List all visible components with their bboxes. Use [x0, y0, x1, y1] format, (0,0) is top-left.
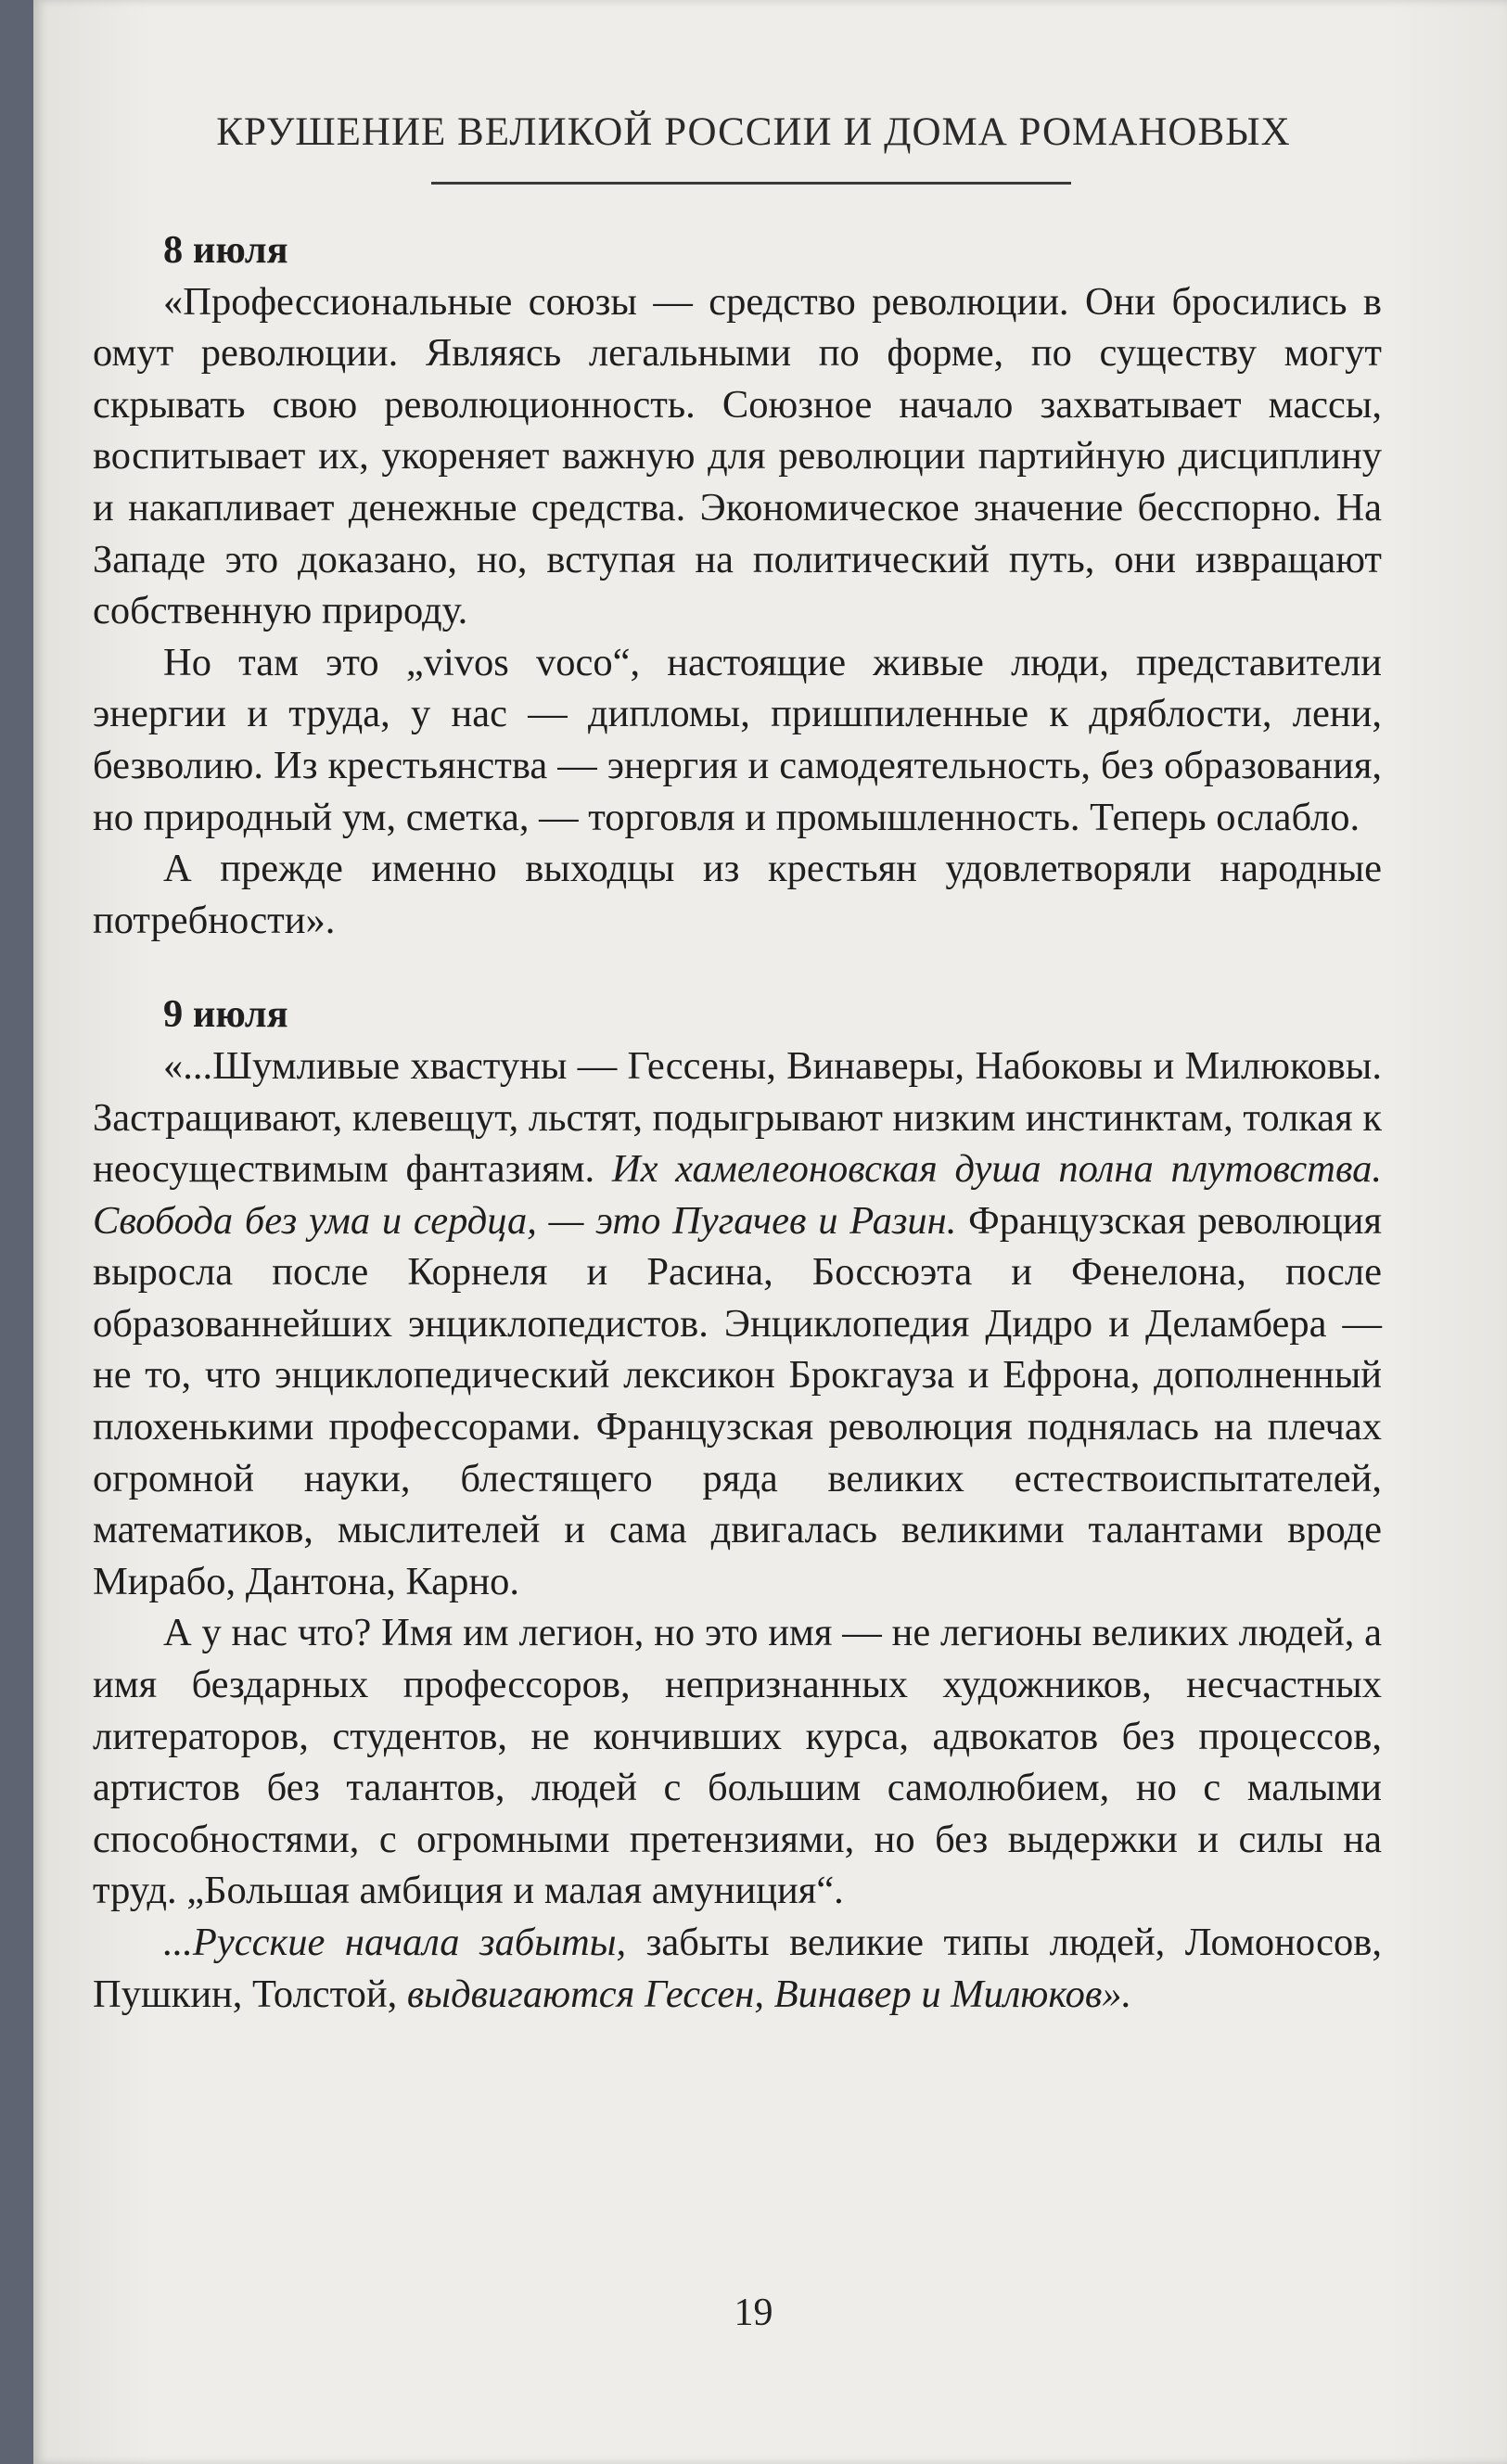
running-header: КРУШЕНИЕ ВЕЛИКОЙ РОССИИ И ДОМА РОМАНОВЫХ — [216, 110, 1291, 154]
italic-text-run: ...Русские начала забыты, — [163, 1921, 627, 1964]
header-rule — [431, 182, 1071, 185]
italic-text-run: выдвигаются Гессен, Винавер и Милюков». — [406, 1972, 1132, 2016]
page-body — [93, 219, 1382, 2020]
page-number: 19 — [734, 2292, 773, 2334]
paragraph — [93, 1917, 1382, 2020]
paragraph: А прежде именно выходцы из крестьян удовлетворяли народные потребности». — [93, 847, 1382, 942]
paragraph: Но там это „vivos voco“, настоящие живые люди, представители энергии и труда, у нас — дипломы, пришпиленные к дряблости, лени, безволию. Из крестьянства — энергия и самодеятельность, без образования, но природный ум, сметка, — торговля и промышленность. Теперь ослабло. — [93, 640, 1382, 839]
paragraph: А у нас что? Имя им легион, но это имя — не легионы великих людей, а имя бездарных профессоров, непризнанных художников, несчастных литераторов, студентов, не кончивших курса, адвокатов без процессов, артистов без талантов, людей с большим самолюбием, но с малыми способностями, с огромными претензиями, но без выдержки и силы на труд. „Большая амбиция и малая амуниция“. — [93, 1611, 1382, 1913]
text-run: забыты великие типы людей, Ломоносов, Пушкин, Толстой, — [93, 1921, 1382, 2016]
paragraph: «Профессиональные союзы — средство революции. Они бросились в омут революции. Являясь легальными по форме, по существу могут скрывать свою революционность. Союзное начало захватывает массы, воспитывает их, укореняет важную для революции партийную дисциплину и накапливает денежные средства. Экономическое значение бесспорно. На Западе это доказано, но, вступая на политический путь, они извращают собственную природу. — [93, 279, 1382, 633]
entry-date: 8 июля — [163, 228, 288, 272]
text-run: «...Шумливые хвастуны — Гессены, Винаверы, Набоковы и Милюковы. Застращивают, клевещут, льстят, подыгрывают низким инстинктам, толкая к неосуществимым фантазиям. — [93, 1043, 1382, 1192]
italic-text-run: Их хамелеоновская душа полна плутовства. Свобода без ума и сердца, — это Пугачев и Разин. — [93, 1147, 1382, 1243]
paragraph — [93, 1040, 1382, 1608]
text-run: Французская революция выросла после Корнеля и Расина, Боссюэта и Фенелона, после образованнейших энциклопедистов. Энциклопедия Дидро и Деламбера — не то, что энциклопедический лексикон Брокгауза и Ефрона, дополненный плохенькими профессорами. Французская революция поднялась на плечах огромной науки, блестящего ряда великих естествоиспытателей, математиков, мыслителей и сама двигалась великими талантами вроде Мирабо, Дантона, Карно. — [93, 1198, 1382, 1603]
entry-date: 9 июля — [163, 992, 288, 1037]
